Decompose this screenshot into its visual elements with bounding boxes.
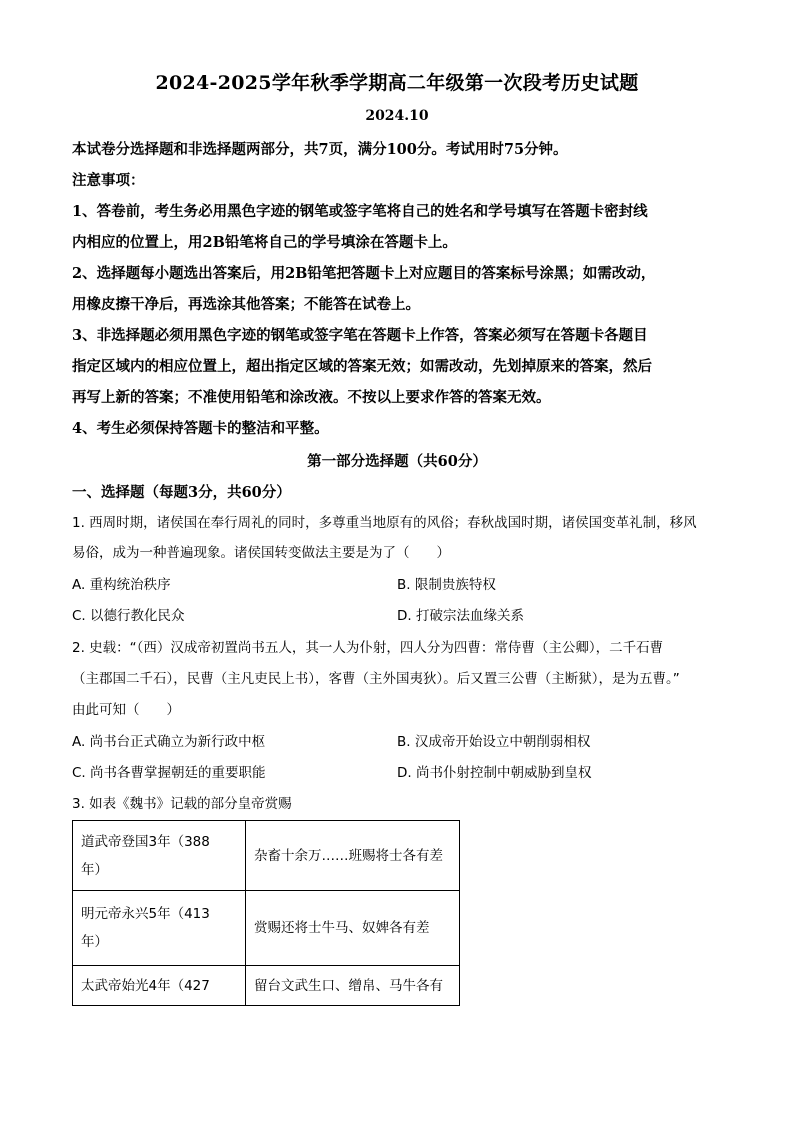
- q2-option-b[interactable]: B. 汉成帝开始设立中朝削弱相权: [397, 734, 591, 750]
- table-row: [73, 891, 460, 966]
- question-2-line: 2. 史载：“（西）汉成帝初置尚书五人，其一人为仆射，四人分为四曹：常侍曹（主公卿），二千石曹: [72, 640, 664, 656]
- notice-title: 注意事项：: [72, 172, 145, 189]
- table-row: [73, 821, 460, 891]
- notice-line: 1、答卷前，考生务必用黑色字迹的钢笔或签字笔将自己的姓名和学号填写在答题卡密封线: [72, 203, 648, 220]
- notice-line: 3、非选择题必须用黑色字迹的钢笔或签字笔在答题卡上作答，答案必须写在答题卡各题目: [72, 327, 648, 344]
- q2-option-d[interactable]: D. 尚书仆射控制中朝威胁到皇权: [397, 765, 592, 781]
- q1-option-c[interactable]: C. 以德行教化民众: [72, 608, 185, 624]
- notice-line: 再写上新的答案；不准使用铅笔和涂改液。不按以上要求作答的答案无效。: [72, 389, 551, 406]
- question-2-line: （主郡国二千石），民曹（主凡吏民上书），客曹（主外国夷狄）。后又置三公曹（主断狱），是为五曹。”: [72, 671, 680, 687]
- reward-table: [72, 820, 460, 1006]
- notice-line: 内相应的位置上，用2B铅笔将自己的学号填涂在答题卡上。: [72, 234, 457, 251]
- q1-option-b[interactable]: B. 限制贵族特权: [397, 577, 496, 593]
- year-line: 年）: [81, 861, 108, 878]
- notice-line: 4、考生必须保持答题卡的整洁和平整。: [72, 420, 329, 437]
- table-cell-content: 赏赐还将士牛马、奴婢各有差: [246, 891, 460, 966]
- intro-text: 本试卷分选择题和非选择题两部分，共7页，满分100分。考试用时75分钟。: [72, 141, 568, 158]
- notice-line: 用橡皮擦干净后，再选涂其他答案；不能答在试卷上。: [72, 296, 420, 313]
- year-line: 太武帝始光4年（427: [81, 977, 210, 994]
- question-2-line: 由此可知（ ）: [72, 702, 180, 718]
- q2-option-c[interactable]: C. 尚书各曹掌握朝廷的重要职能: [72, 765, 266, 781]
- section-title: 一、选择题（每题3分，共60分）: [72, 484, 291, 501]
- table-cell-year: [73, 821, 246, 891]
- table-row: [73, 966, 460, 1006]
- q1-option-d[interactable]: D. 打破宗法血缘关系: [397, 608, 524, 624]
- year-line: 明元帝永兴5年（413: [81, 906, 210, 922]
- exam-date: 2024.10: [365, 108, 429, 124]
- part-title: 第一部分选择题（共60分）: [307, 453, 487, 470]
- table-cell-year: [73, 891, 246, 966]
- question-1-line: 1. 西周时期，诸侯国在奉行周礼的同时，多尊重当地原有的风俗；春秋战国时期，诸侯国变革礼制，移风: [72, 515, 697, 531]
- table-cell-content: 留台文武生口、缯帛、马牛各有: [246, 966, 460, 1006]
- notice-line: 指定区域内的相应位置上，超出指定区域的答案无效；如需改动，先划掉原来的答案，然后: [72, 358, 652, 375]
- question-1-line: 易俗，成为一种普遍现象。诸侯国转变做法主要是为了（ ）: [72, 545, 450, 561]
- notice-line: 2、选择题每小题选出答案后，用2B铅笔把答题卡上对应题目的答案标号涂黑；如需改动，: [72, 265, 656, 282]
- question-3-stem: 3. 如表《魏书》记载的部分皇帝赏赐: [72, 796, 292, 812]
- year-line: 道武帝登国3年（388: [81, 833, 210, 850]
- q2-option-a[interactable]: A. 尚书台正式确立为新行政中枢: [72, 734, 266, 750]
- q1-option-a[interactable]: A. 重构统治秩序: [72, 577, 171, 593]
- table-cell-year: [73, 966, 246, 1006]
- page-title: 2024-2025学年秋季学期高二年级第一次段考历史试题: [155, 72, 639, 94]
- year-line: 年）: [81, 934, 108, 950]
- table-cell-content: 杂畜十余万……班赐将士各有差: [246, 821, 460, 891]
